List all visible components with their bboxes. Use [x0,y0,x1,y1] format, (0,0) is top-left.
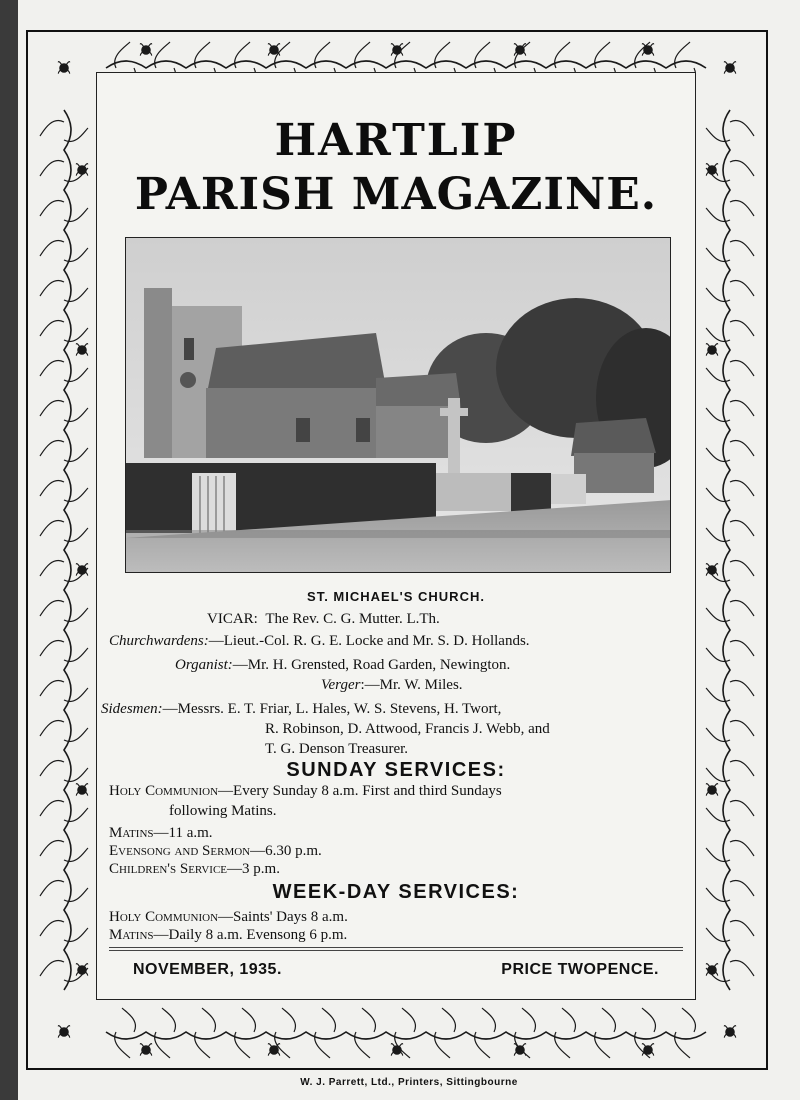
weekday-matins-label: Matins [109,927,154,943]
issue-date: NOVEMBER, 1935. [133,961,282,978]
sidesmen-line-3: T. G. Denson Treasurer. [265,741,409,757]
vicar-name: The Rev. C. G. Mutter. L.Th. [265,611,440,627]
sunday-evensong-line [109,843,322,860]
masthead-line-1: HARTLIP [274,115,518,166]
sunday-matins-time: —11 a.m. [153,825,213,841]
organist-name: —Mr. H. Grensted, Road Garden, Newington. [232,657,511,673]
sunday-evensong-time: —6.30 p.m. [250,843,322,859]
sunday-holy-communion-line [109,783,502,800]
verger-name: :—Mr. W. Miles. [360,677,463,693]
verger-line [321,677,463,694]
weekday-matins-line [109,927,347,944]
sidesmen-line-2: R. Robinson, D. Attwood, Francis J. Webb, and [265,721,550,737]
church-photograph [125,237,671,573]
divider-rule-secondary [109,950,683,951]
sidesmen-label: Sidesmen: [101,701,163,717]
masthead-line-2: PARISH MAGAZINE. [134,169,658,220]
sunday-holy-communion-times: —Every Sunday 8 a.m. First and third Sundays [218,783,502,799]
issue-price: PRICE TWOPENCE. [501,961,659,978]
sunday-children-line [109,861,280,878]
sidesmen-names-1: —Messrs. E. T. Friar, L. Hales, W. S. Stevens, H. Twort, [162,701,502,717]
organist-label: Organist: [175,657,233,673]
church-image [126,238,671,573]
vicar-label: VICAR: [207,611,258,627]
verger-label: Verger [321,677,361,693]
churchwardens-line [109,633,530,650]
sunday-services-heading: SUNDAY SERVICES: [286,759,506,781]
divider-rule [109,947,683,948]
magazine-cover [18,0,800,1100]
sidesmen-line-1 [101,701,501,718]
organist-line [175,657,510,674]
sunday-children-label: Children's Service [109,861,228,877]
inner-panel [96,72,696,1000]
sunday-holy-communion-continued: following Matins. [169,803,277,819]
photo-caption: ST. MICHAEL'S CHURCH. [307,589,485,604]
sunday-holy-communion-label: Holy Communion [109,783,219,799]
sunday-children-time: —3 p.m. [227,861,280,877]
churchwardens-label: Churchwardens: [109,633,209,649]
weekday-holy-communion-label: Holy Communion [109,909,219,925]
weekday-services-heading: WEEK-DAY SERVICES: [272,881,520,903]
sunday-evensong-label: Evensong and Sermon [109,843,251,859]
weekday-holy-communion-times: —Saints' Days 8 a.m. [218,909,348,925]
weekday-matins-times: —Daily 8 a.m. Evensong 6 p.m. [153,927,348,943]
vicar-line [207,611,440,628]
printer-imprint: W. J. Parrett, Ltd., Printers, Sittingbourne [300,1077,518,1088]
sunday-matins-label: Matins [109,825,154,841]
churchwardens-names: —Lieut.-Col. R. G. E. Locke and Mr. S. D. Hollands. [208,633,530,649]
sunday-matins-line [109,825,213,842]
weekday-holy-communion-line [109,909,348,926]
